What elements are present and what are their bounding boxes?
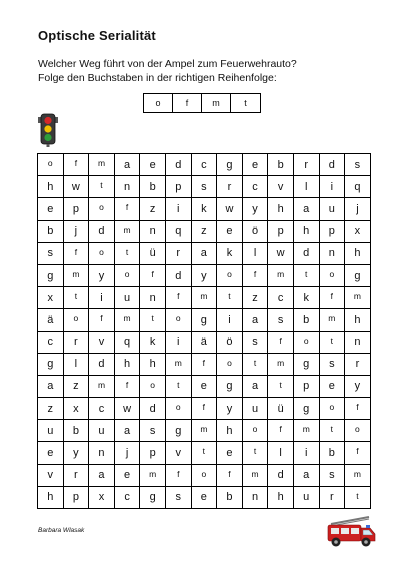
grid-cell: j xyxy=(63,220,89,242)
grid-cell: g xyxy=(217,375,243,397)
grid-cell: p xyxy=(165,176,191,198)
grid-cell: h xyxy=(345,309,371,331)
grid-cell: g xyxy=(191,309,217,331)
grid-cell: h xyxy=(293,220,319,242)
grid-cell: h xyxy=(38,486,64,508)
grid-cell: s xyxy=(319,464,345,486)
grid-cell: q xyxy=(345,176,371,198)
grid-cell: b xyxy=(293,309,319,331)
grid-cell: f xyxy=(89,309,115,331)
grid-cell: e xyxy=(217,442,243,464)
grid-cell: r xyxy=(345,353,371,375)
grid-row xyxy=(38,154,371,176)
grid-cell: u xyxy=(89,420,115,442)
grid-cell: m xyxy=(165,353,191,375)
grid-cell: q xyxy=(165,220,191,242)
grid-cell: ä xyxy=(191,331,217,353)
grid-cell: z xyxy=(191,220,217,242)
grid-cell: h xyxy=(268,486,294,508)
grid-cell: m xyxy=(319,309,345,331)
grid-cell: o xyxy=(165,398,191,420)
grid-cell: s xyxy=(268,309,294,331)
grid-cell: h xyxy=(217,420,243,442)
grid-cell: c xyxy=(38,331,64,353)
grid-cell: i xyxy=(165,198,191,220)
grid-cell: ä xyxy=(38,309,64,331)
grid-cell: m xyxy=(268,353,294,375)
grid-cell: m xyxy=(242,464,268,486)
grid-cell: g xyxy=(38,353,64,375)
grid-cell: i xyxy=(293,442,319,464)
grid-cell: l xyxy=(268,442,294,464)
grid-cell: g xyxy=(38,264,64,286)
grid-cell: e xyxy=(191,486,217,508)
grid-cell: k xyxy=(191,198,217,220)
grid-cell: e xyxy=(319,375,345,397)
grid-cell: w xyxy=(217,198,243,220)
grid-cell: t xyxy=(89,176,115,198)
grid-cell: o xyxy=(217,264,243,286)
grid-cell: o xyxy=(89,242,115,264)
grid-cell: i xyxy=(319,176,345,198)
grid-cell: o xyxy=(191,464,217,486)
grid-cell: u xyxy=(319,198,345,220)
fire-truck-icon xyxy=(325,515,377,550)
grid-row xyxy=(38,264,371,286)
grid-cell: o xyxy=(242,420,268,442)
grid-cell: f xyxy=(191,353,217,375)
grid-row xyxy=(38,309,371,331)
grid-cell: p xyxy=(63,198,89,220)
grid-cell: w xyxy=(114,398,140,420)
grid-cell: a xyxy=(114,420,140,442)
grid-cell: w xyxy=(63,176,89,198)
grid-row xyxy=(38,375,371,397)
grid-cell: ü xyxy=(268,398,294,420)
grid-cell: b xyxy=(268,154,294,176)
grid-cell: u xyxy=(38,420,64,442)
grid-cell: v xyxy=(89,331,115,353)
grid-cell: r xyxy=(63,331,89,353)
grid-cell: e xyxy=(114,464,140,486)
grid-cell: a xyxy=(293,198,319,220)
grid-cell: y xyxy=(345,375,371,397)
grid-cell: t xyxy=(140,309,166,331)
grid-cell: x xyxy=(63,398,89,420)
grid-cell: b xyxy=(38,220,64,242)
sequence-letter: o xyxy=(144,94,173,112)
grid-cell: e xyxy=(217,220,243,242)
grid-cell: k xyxy=(140,331,166,353)
author-credit: Barbara Wlasak xyxy=(38,527,85,534)
grid-cell: t xyxy=(319,331,345,353)
grid-cell: z xyxy=(38,398,64,420)
grid-cell: h xyxy=(268,198,294,220)
grid-cell: a xyxy=(293,464,319,486)
grid-cell: t xyxy=(319,420,345,442)
grid-cell: s xyxy=(165,486,191,508)
grid-cell: m xyxy=(268,264,294,286)
sequence-letter: f xyxy=(173,94,202,112)
grid-cell: x xyxy=(345,220,371,242)
grid-cell: m xyxy=(293,420,319,442)
grid-cell: t xyxy=(242,442,268,464)
grid-cell: a xyxy=(114,154,140,176)
grid-cell: p xyxy=(319,220,345,242)
grid-cell: s xyxy=(319,353,345,375)
grid-cell: f xyxy=(191,398,217,420)
grid-cell: y xyxy=(63,442,89,464)
grid-cell: d xyxy=(293,242,319,264)
grid-cell: f xyxy=(140,264,166,286)
grid-cell: z xyxy=(140,198,166,220)
grid-cell: m xyxy=(191,420,217,442)
grid-cell: t xyxy=(293,264,319,286)
grid-cell: u xyxy=(242,398,268,420)
grid-cell: t xyxy=(217,287,243,309)
grid-cell: f xyxy=(268,420,294,442)
grid-cell: b xyxy=(217,486,243,508)
grid-cell: w xyxy=(268,242,294,264)
grid-cell: t xyxy=(242,353,268,375)
grid-cell: f xyxy=(114,375,140,397)
grid-cell: m xyxy=(114,220,140,242)
grid-cell: z xyxy=(242,287,268,309)
grid-cell: o xyxy=(89,198,115,220)
instruction-sequence: Folge den Buchstaben in der richtigen Reihenfolge: xyxy=(38,72,277,84)
grid-cell: a xyxy=(191,242,217,264)
grid-cell: y xyxy=(242,198,268,220)
grid-cell: t xyxy=(114,242,140,264)
instruction-question: Welcher Weg führt von der Ampel zum Feuerwehrauto? xyxy=(38,58,297,70)
grid-cell: m xyxy=(89,375,115,397)
grid-cell: d xyxy=(140,398,166,420)
grid-cell: f xyxy=(345,442,371,464)
grid-cell: i xyxy=(89,287,115,309)
grid-cell: e xyxy=(191,375,217,397)
grid-cell: u xyxy=(293,486,319,508)
grid-cell: v xyxy=(38,464,64,486)
grid-cell: c xyxy=(268,287,294,309)
grid-cell: p xyxy=(293,375,319,397)
grid-cell: o xyxy=(165,309,191,331)
page-title: Optische Serialität xyxy=(38,28,156,43)
letter-grid xyxy=(37,153,371,509)
sequence-letter: t xyxy=(244,98,247,108)
grid-row xyxy=(38,464,371,486)
grid-cell: g xyxy=(293,398,319,420)
grid-cell: g xyxy=(293,353,319,375)
grid-cell: i xyxy=(165,331,191,353)
grid-cell: ö xyxy=(242,220,268,242)
grid-cell: z xyxy=(63,375,89,397)
grid-cell: r xyxy=(217,176,243,198)
grid-cell: o xyxy=(293,331,319,353)
grid-cell: p xyxy=(63,486,89,508)
grid-cell: f xyxy=(345,398,371,420)
grid-cell: f xyxy=(217,464,243,486)
sequence-letter: m xyxy=(202,94,231,112)
grid-row xyxy=(38,198,371,220)
grid-cell: a xyxy=(242,375,268,397)
grid-cell: k xyxy=(293,287,319,309)
grid-cell: b xyxy=(319,442,345,464)
grid-cell: b xyxy=(140,176,166,198)
grid-cell: d xyxy=(89,220,115,242)
grid-cell: d xyxy=(165,264,191,286)
grid-cell: c xyxy=(191,154,217,176)
grid-cell: b xyxy=(63,420,89,442)
grid-cell: s xyxy=(140,420,166,442)
grid-cell: h xyxy=(345,242,371,264)
grid-cell: s xyxy=(38,242,64,264)
grid-cell: f xyxy=(242,264,268,286)
grid-cell: n xyxy=(345,331,371,353)
grid-cell: m xyxy=(191,287,217,309)
grid-cell: f xyxy=(63,154,89,176)
grid-cell: e xyxy=(38,198,64,220)
grid-cell: f xyxy=(165,464,191,486)
grid-cell: o xyxy=(319,398,345,420)
grid-cell: p xyxy=(140,442,166,464)
grid-cell: k xyxy=(217,242,243,264)
grid-cell: n xyxy=(140,287,166,309)
grid-cell: l xyxy=(63,353,89,375)
grid-row xyxy=(38,331,371,353)
grid-cell: d xyxy=(268,464,294,486)
grid-cell: g xyxy=(165,420,191,442)
grid-cell: y xyxy=(191,264,217,286)
grid-cell: m xyxy=(114,309,140,331)
grid-cell: d xyxy=(165,154,191,176)
grid-cell: y xyxy=(89,264,115,286)
grid-cell: c xyxy=(242,176,268,198)
grid-cell: n xyxy=(114,176,140,198)
grid-cell: s xyxy=(345,154,371,176)
grid-cell: c xyxy=(114,486,140,508)
grid-cell: o xyxy=(63,309,89,331)
grid-cell: m xyxy=(140,464,166,486)
grid-cell: g xyxy=(217,154,243,176)
grid-cell: v xyxy=(268,176,294,198)
grid-cell: o xyxy=(38,154,64,176)
grid-cell: t xyxy=(345,486,371,508)
grid-cell: e xyxy=(242,154,268,176)
grid-row xyxy=(38,442,371,464)
grid-row xyxy=(38,486,371,508)
grid-row xyxy=(38,242,371,264)
grid-cell: l xyxy=(293,176,319,198)
grid-cell: o xyxy=(140,375,166,397)
grid-cell: d xyxy=(89,353,115,375)
grid-cell: f xyxy=(319,287,345,309)
grid-cell: a xyxy=(242,309,268,331)
grid-cell: g xyxy=(345,264,371,286)
grid-cell: y xyxy=(217,398,243,420)
grid-cell: x xyxy=(38,287,64,309)
grid-cell: n xyxy=(242,486,268,508)
grid-cell: r xyxy=(293,154,319,176)
grid-cell: t xyxy=(191,442,217,464)
grid-cell: s xyxy=(191,176,217,198)
grid-row xyxy=(38,398,371,420)
grid-cell: s xyxy=(242,331,268,353)
letter-sequence-box xyxy=(143,93,261,113)
grid-cell: f xyxy=(165,287,191,309)
grid-cell: t xyxy=(63,287,89,309)
grid-cell: t xyxy=(165,375,191,397)
grid-cell: q xyxy=(114,331,140,353)
grid-cell: f xyxy=(63,242,89,264)
grid-row xyxy=(38,287,371,309)
grid-row xyxy=(38,420,371,442)
grid-cell: l xyxy=(242,242,268,264)
grid-cell: a xyxy=(38,375,64,397)
traffic-light-icon xyxy=(37,113,59,147)
grid-cell: j xyxy=(114,442,140,464)
grid-cell: f xyxy=(268,331,294,353)
grid-cell: t xyxy=(268,375,294,397)
grid-cell: r xyxy=(319,486,345,508)
grid-row xyxy=(38,176,371,198)
grid-cell: n xyxy=(89,442,115,464)
grid-cell: j xyxy=(345,198,371,220)
grid-cell: n xyxy=(319,242,345,264)
grid-cell: o xyxy=(217,353,243,375)
grid-cell: m xyxy=(63,264,89,286)
grid-cell: a xyxy=(89,464,115,486)
grid-cell: h xyxy=(140,353,166,375)
grid-cell: m xyxy=(345,464,371,486)
grid-cell: p xyxy=(268,220,294,242)
grid-cell: r xyxy=(63,464,89,486)
grid-cell: ö xyxy=(217,331,243,353)
grid-cell: x xyxy=(89,486,115,508)
grid-cell: r xyxy=(165,242,191,264)
grid-cell: ü xyxy=(140,242,166,264)
grid-cell: f xyxy=(114,198,140,220)
grid-row xyxy=(38,353,371,375)
grid-row xyxy=(38,220,371,242)
grid-cell: i xyxy=(217,309,243,331)
grid-cell: o xyxy=(345,420,371,442)
grid-cell: v xyxy=(165,442,191,464)
grid-cell: d xyxy=(319,154,345,176)
grid-cell: e xyxy=(38,442,64,464)
grid-cell: c xyxy=(89,398,115,420)
grid-cell: g xyxy=(140,486,166,508)
grid-cell: m xyxy=(89,154,115,176)
grid-cell: o xyxy=(319,264,345,286)
grid-cell: o xyxy=(114,264,140,286)
grid-cell: n xyxy=(140,220,166,242)
grid-cell: m xyxy=(345,287,371,309)
grid-cell: e xyxy=(140,154,166,176)
grid-cell: u xyxy=(114,287,140,309)
grid-cell: h xyxy=(38,176,64,198)
grid-cell: h xyxy=(114,353,140,375)
